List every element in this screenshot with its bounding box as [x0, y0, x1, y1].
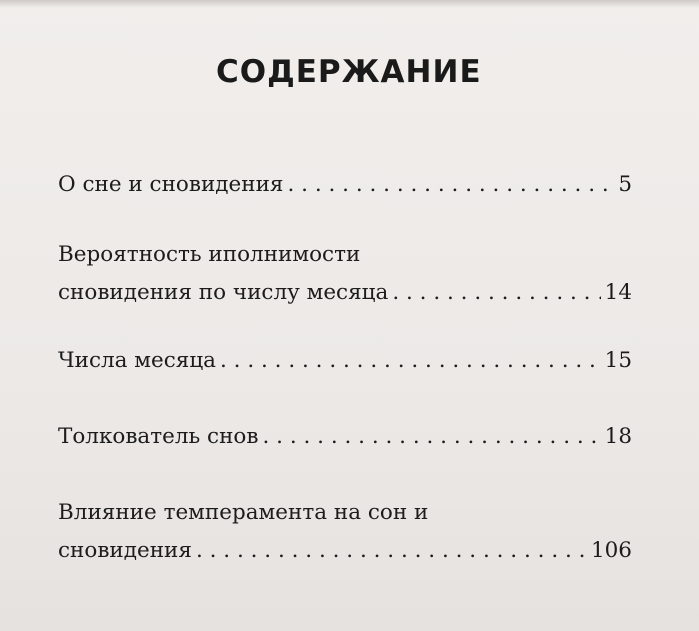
dot-leader: [288, 166, 615, 204]
toc-page-number: 18: [604, 424, 632, 449]
dot-leader: [262, 418, 600, 456]
page-title: СОДЕРЖАНИЕ: [216, 54, 482, 90]
toc-entry-title: Толкователь снов: [58, 424, 259, 449]
page-edge-shadow: [0, 0, 699, 8]
toc-entry-title: О сне и сновидения: [58, 172, 284, 197]
toc-entry-title-continued: сновидения по числу месяца: [58, 280, 389, 305]
toc-page-number: 5: [618, 172, 632, 197]
dot-leader: [196, 532, 587, 570]
toc-page-number: 106: [590, 538, 632, 563]
toc-entry-line: [58, 236, 632, 274]
dot-leader: [220, 342, 601, 380]
toc-entry-line: [58, 274, 632, 312]
toc-entry-line: [58, 532, 632, 570]
toc-entry-line: [58, 166, 632, 204]
toc-page-number: 15: [604, 348, 632, 373]
toc-entry-line: [58, 342, 632, 380]
toc-entry: [58, 418, 632, 456]
toc-entry-line: [58, 418, 632, 456]
toc-entry-title: Вероятность иполнимости: [58, 242, 361, 267]
toc-entry: [58, 166, 632, 204]
toc-entry-line: [58, 494, 632, 532]
toc-entry-title-continued: сновидения: [58, 538, 192, 563]
dot-leader: [392, 274, 600, 312]
toc-entry-title: Влияние темперамента на сон и: [58, 500, 429, 525]
toc-entry-title: Числа месяца: [58, 348, 216, 373]
toc-entry: [58, 342, 632, 380]
toc-entry: [58, 494, 632, 570]
toc-entry: [58, 236, 632, 312]
toc-page-number: 14: [604, 280, 632, 305]
